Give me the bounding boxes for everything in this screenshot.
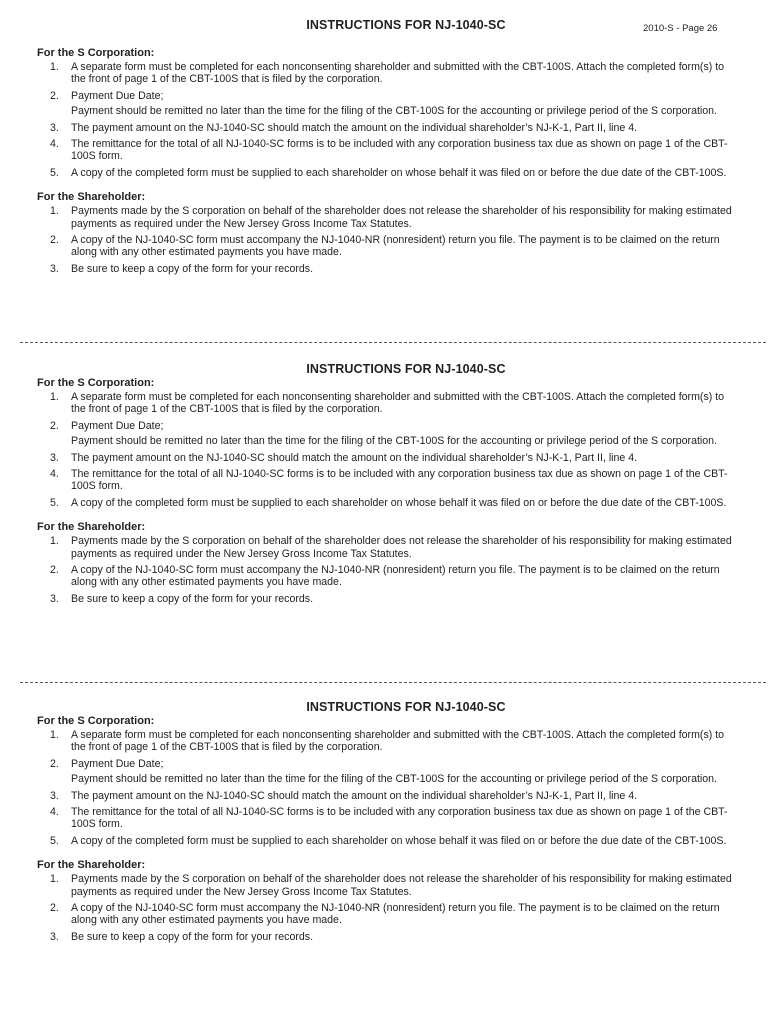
item-text: A copy of the NJ-1040-SC form must accompany the NJ-1040-NR (nonresident) return you file. The payment is to be claimed on the return along with any other estimated payments you have made. [71, 234, 720, 259]
item-text: A copy of the NJ-1040-SC form must accompany the NJ-1040-NR (nonresident) return you file. The payment is to be claimed on the return along with any other estimated payments you have made. [71, 902, 720, 927]
item-number: 2. [50, 89, 59, 102]
list-item [50, 496, 736, 509]
s-corporation-heading: For the S Corporation: [37, 715, 155, 727]
item-text: The remittance for the total of all NJ-1040-SC forms is to be included with any corporation business tax due as shown on page 1 of the CBT-100S form. [71, 806, 728, 831]
item-text: The payment amount on the NJ-1040-SC should match the amount on the individual shareholder’s NJ-K-1, Part II, line 4. [71, 451, 638, 464]
item-number: 3. [50, 930, 59, 943]
item-text: A separate form must be completed for each nonconsenting shareholder and submitted with the CBT-100S. Attach the completed form(s) to the front of page 1 of the CBT-100S that is filed by the corporation. [71, 729, 725, 754]
item-number: 3. [50, 451, 59, 464]
s-corporation-list [0, 729, 770, 847]
list-item [50, 451, 736, 464]
item-text-continued: Payment should be remitted no later than the time for the filing of the CBT-100S for the accounting or privilege period of the S corporation. [71, 773, 717, 786]
section-header [0, 0, 770, 46]
item-text: Payment Due Date; [71, 89, 164, 102]
item-text-continued: Payment should be remitted no later than the time for the filing of the CBT-100S for the accounting or privilege period of the S corporation. [71, 105, 717, 118]
item-text: Be sure to keep a copy of the form for your records. [71, 592, 314, 605]
shareholder-heading: For the Shareholder: [37, 859, 146, 872]
item-number: 3. [50, 262, 59, 275]
item-text: Payments made by the S corporation on behalf of the shareholder does not release the shareholder of his responsibility for making estimated payments as required under the New Jersey Gross Income Tax Statutes. [71, 535, 732, 560]
list-item [50, 61, 736, 86]
item-text-continued: Payment should be remitted no later than the time for the filing of the CBT-100S for the accounting or privilege period of the S corporation. [71, 435, 717, 448]
item-text: A copy of the completed form must be supplied to each shareholder on whose behalf it was filed on or before the due date of the CBT-100S. [71, 166, 727, 179]
item-number: 3. [50, 121, 59, 134]
page-label: 2010-S - Page 26 [643, 23, 718, 34]
item-number: 1. [50, 61, 59, 73]
list-item [50, 468, 736, 493]
shareholder-list [0, 535, 770, 605]
item-text: A copy of the completed form must be supplied to each shareholder on whose behalf it was filed on or before the due date of the CBT-100S. [71, 834, 727, 847]
item-number: 3. [50, 789, 59, 802]
list-item [50, 902, 736, 927]
s-corporation-heading: For the S Corporation: [37, 377, 155, 389]
s-corporation-list [0, 61, 770, 179]
item-number: 4. [50, 806, 59, 819]
shareholder-heading: For the Shareholder: [37, 521, 146, 534]
list-item [50, 234, 736, 259]
s-corporation-list [0, 391, 770, 509]
item-number: 2. [50, 902, 59, 915]
item-number: 2. [50, 757, 59, 770]
instruction-section-2 [0, 342, 770, 609]
list-item [50, 873, 736, 898]
list-item [50, 121, 736, 134]
item-text: Payment Due Date; [71, 757, 164, 770]
item-text: A copy of the completed form must be supplied to each shareholder on whose behalf it was filed on or before the due date of the CBT-100S. [71, 496, 727, 509]
item-number: 5. [50, 834, 59, 847]
s-corporation-heading: For the S Corporation: [37, 47, 155, 59]
item-text: Payment Due Date; [71, 419, 164, 432]
instruction-section-1 [0, 0, 770, 279]
list-item [50, 89, 736, 118]
item-number: 2. [50, 564, 59, 577]
item-text: A separate form must be completed for each nonconsenting shareholder and submitted with the CBT-100S. Attach the completed form(s) to the front of page 1 of the CBT-100S that is filed by the corporation. [71, 61, 725, 86]
section-header [0, 680, 770, 714]
list-item [50, 391, 736, 416]
item-number: 5. [50, 496, 59, 509]
list-item [50, 205, 736, 230]
list-item [50, 419, 736, 448]
item-text: Be sure to keep a copy of the form for your records. [71, 262, 314, 275]
shareholder-list [0, 873, 770, 943]
item-number: 5. [50, 166, 59, 179]
list-item [50, 564, 736, 589]
item-text: The payment amount on the NJ-1040-SC should match the amount on the individual shareholder’s NJ-K-1, Part II, line 4. [71, 789, 638, 802]
item-number: 1. [50, 729, 59, 741]
item-text: The remittance for the total of all NJ-1040-SC forms is to be included with any corporation business tax due as shown on page 1 of the CBT-100S form. [71, 138, 728, 163]
list-item [50, 834, 736, 847]
item-number: 4. [50, 468, 59, 481]
list-item [50, 789, 736, 802]
list-item [50, 757, 736, 786]
item-text: Be sure to keep a copy of the form for your records. [71, 930, 314, 943]
list-item [50, 535, 736, 560]
item-number: 1. [50, 391, 59, 403]
item-number: 2. [50, 419, 59, 432]
item-number: 4. [50, 138, 59, 151]
list-item [50, 729, 736, 754]
list-item [50, 806, 736, 831]
item-text: The remittance for the total of all NJ-1040-SC forms is to be included with any corporation business tax due as shown on page 1 of the CBT-100S form. [71, 468, 728, 493]
section-header [0, 342, 770, 376]
item-text: Payments made by the S corporation on behalf of the shareholder does not release the shareholder of his responsibility for making estimated payments as required under the New Jersey Gross Income Tax Statutes. [71, 205, 732, 230]
list-item [50, 166, 736, 179]
section-title: INSTRUCTIONS FOR NJ-1040-SC [306, 362, 506, 376]
shareholder-list [0, 205, 770, 275]
item-number: 1. [50, 535, 59, 548]
item-text: A copy of the NJ-1040-SC form must accompany the NJ-1040-NR (nonresident) return you file. The payment is to be claimed on the return along with any other estimated payments you have made. [71, 564, 720, 589]
item-text: The payment amount on the NJ-1040-SC should match the amount on the individual shareholder’s NJ-K-1, Part II, line 4. [71, 121, 638, 134]
list-item [50, 262, 736, 275]
item-number: 1. [50, 873, 59, 886]
item-number: 1. [50, 205, 59, 218]
section-title: INSTRUCTIONS FOR NJ-1040-SC [306, 700, 506, 714]
instruction-section-3 [0, 680, 770, 947]
list-item [50, 930, 736, 943]
list-item [50, 592, 736, 605]
list-item [50, 138, 736, 163]
item-text: Payments made by the S corporation on behalf of the shareholder does not release the shareholder of his responsibility for making estimated payments as required under the New Jersey Gross Income Tax Statutes. [71, 873, 732, 898]
item-text: A separate form must be completed for each nonconsenting shareholder and submitted with the CBT-100S. Attach the completed form(s) to the front of page 1 of the CBT-100S that is filed by the corporation. [71, 391, 725, 416]
item-number: 3. [50, 592, 59, 605]
shareholder-heading: For the Shareholder: [37, 191, 146, 204]
item-number: 2. [50, 234, 59, 247]
section-title: INSTRUCTIONS FOR NJ-1040-SC [306, 18, 506, 32]
